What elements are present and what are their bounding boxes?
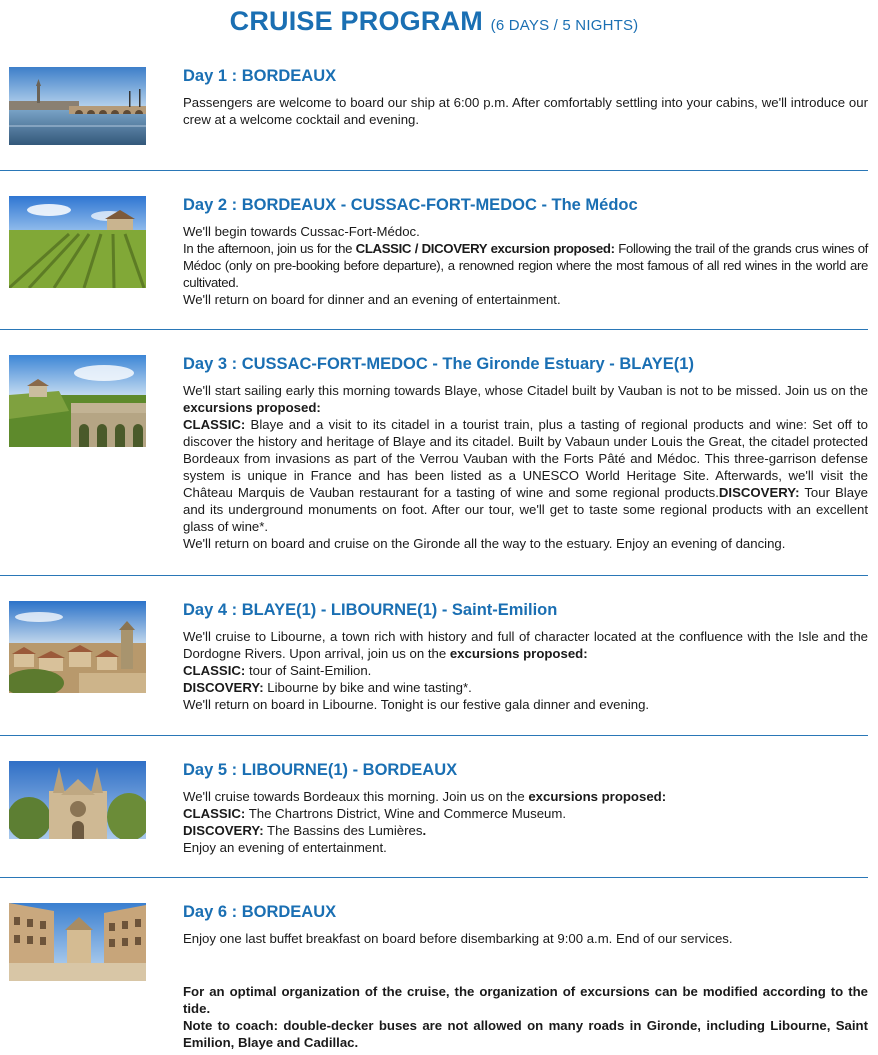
page-title-duration: (6 DAYS / 5 NIGHTS)	[490, 17, 639, 34]
day-4-heading: Day 4 : BLAYE(1) - LIBOURNE(1) - Saint-Emilion	[183, 601, 558, 619]
page-title-main: CRUISE PROGRAM	[229, 6, 483, 36]
day-6-heading: Day 6 : BORDEAUX	[183, 903, 337, 921]
day-2-text-3: We'll return on board for dinner and an evening of entertainment.	[183, 292, 561, 307]
footer-notes	[183, 983, 868, 1051]
day-2-heading: Day 2 : BORDEAUX - CUSSAC-FORT-MEDOC - The Médoc	[183, 196, 638, 214]
day-5-text-1: We'll cruise towards Bordeaux this morning. Join us on the excursions proposed:	[183, 789, 667, 804]
day-5-discovery: DISCOVERY: The Bassins des Lumières.	[183, 823, 427, 838]
separator-2	[0, 329, 868, 330]
day-3-text-1: We'll start sailing early this morning towards Blaye, whose Citadel built by Vauban is not to be missed. Join us on the excursions proposed:	[183, 383, 868, 415]
day-2-text-2: In the afternoon, join us for the CLASSIC / DICOVERY excursion proposed: Following the trail of the grands crus wines of Médoc (only on pre-booking before departure), a renowned region where the most famous of all red wines in the world are cultivated.	[183, 241, 868, 290]
bordeaux-church-photo	[9, 761, 146, 839]
day-2-text-1: We'll begin towards Cussac-Fort-Médoc.	[183, 224, 420, 239]
day-4-text-3: We'll return on board in Libourne. Tonight is our festive gala dinner and evening.	[183, 697, 650, 712]
day-5-heading: Day 5 : LIBOURNE(1) - BORDEAUX	[183, 761, 458, 779]
blaye-citadel-photo	[9, 355, 146, 447]
bordeaux-bridge-photo	[9, 67, 146, 145]
separator-5	[0, 877, 868, 878]
page-title	[0, 6, 868, 37]
day-4-text-1: We'll cruise to Libourne, a town rich with history and full of character located at the confluence with the Isle and the Dordogne Rivers. Upon arrival, join us on the excursions proposed:	[183, 629, 868, 661]
day-4-discovery: DISCOVERY: Libourne by bike and wine tasting*.	[183, 680, 472, 695]
coach-note: Note to coach: double-decker buses are not allowed on many roads in Gironde, including Libourne, Saint Emilion, Blaye and Cadillac.	[183, 1018, 868, 1050]
day-5-classic: CLASSIC: The Chartrons District, Wine and Commerce Museum.	[183, 806, 567, 821]
day-6-text: Enjoy one last buffet breakfast on board before disembarking at 9:00 a.m. End of our services.	[183, 931, 733, 946]
day-1-text: Passengers are welcome to board our ship at 6:00 p.m. After comfortably settling into your cabins, we'll introduce our crew at a welcome cocktail and evening.	[183, 95, 868, 127]
medoc-vineyard-photo	[9, 196, 146, 288]
separator-4	[0, 735, 868, 736]
day-3-classic-text: CLASSIC: Blaye and a visit to its citadel in a tourist train, plus a tasting of regional products and wine: Set off to discover the history and heritage of Blaye and its citadel. Built by Vabaun under Louis the Great, the citadel protected Bordeaux from invasions as part of the Verrou Vauban with the Forts Pâté and Médoc. This three-garrison defense system is unique in France and has been listed as a UNESCO World Heritage Site. Afterwards, we'll visit the Château Marquis de Vauban restaurant for a tasting of wine and some regional products.DISCOVERY: Tour Blaye and its underground monuments on foot. After our tour, we'll get to taste some regional products with an excellent glass of wine*.	[183, 417, 868, 534]
day-4-classic: CLASSIC: tour of Saint-Emilion.	[183, 663, 372, 678]
separator-3	[0, 575, 868, 576]
tide-note: For an optimal organization of the cruise, the organization of excursions can be modified according to the tide.	[183, 984, 868, 1016]
day-1-heading: Day 1 : BORDEAUX	[183, 67, 337, 85]
saint-emilion-photo	[9, 601, 146, 693]
separator-1	[0, 170, 868, 171]
day-5-text-3: Enjoy an evening of entertainment.	[183, 840, 387, 855]
day-3-heading: Day 3 : CUSSAC-FORT-MEDOC - The Gironde Estuary - BLAYE(1)	[183, 355, 694, 373]
day-3-text-3: We'll return on board and cruise on the Gironde all the way to the estuary. Enjoy an evening of dancing.	[183, 536, 786, 551]
bordeaux-square-photo	[9, 903, 146, 981]
